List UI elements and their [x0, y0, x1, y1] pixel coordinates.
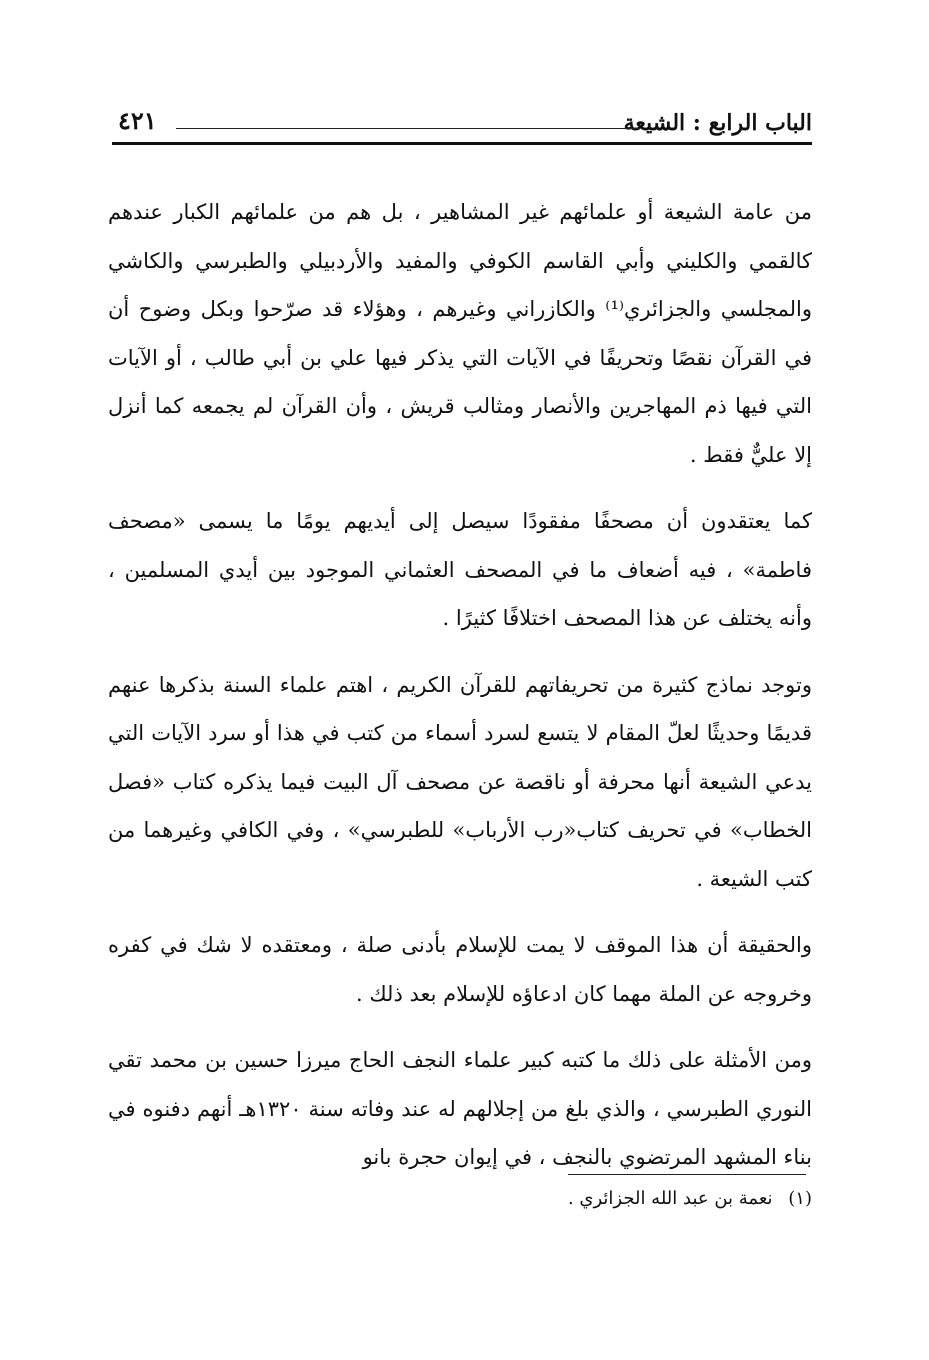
header-rule — [176, 128, 640, 129]
paragraph: من عامة الشيعة أو علمائهم غير المشاهير ، بل هم من علمائهم الكبار عندهم كالقمي والكليني وأبي القاسم الكوفي والمفيد والأردبيلي والطبرسي والكاشي والمجلسي والجزائري⁽¹⁾ والكازراني وغيرهم ، وهؤلاء قد صرّحوا وبكل وضوح أن في القرآن نقصًا وتحريفًا في الآيات التي يذكر فيها علي بن أبي طالب ، أو الآيات التي فيها ذم المهاجرين والأنصار ومثالب قريش ، وأن القرآن لم يجمعه كما أنزل إلا عليٌّ فقط . — [108, 200, 813, 467]
running-header — [112, 96, 812, 148]
paragraph: ومن الأمثلة على ذلك ما كتبه كبير علماء النجف الحاج ميرزا حسين بن محمد تقي النوري الطبرسي ، والذي بلغ من إجلالهم له عند وفاته سنة ١٣٢٠هـ أنهم دفنوه في بناء المشهد المرتضوي بالنجف ، في إيوان حجرة بانو — [108, 1048, 812, 1169]
header-divider — [112, 142, 812, 145]
footnote-marker: (١) — [788, 1188, 812, 1209]
paragraph: وتوجد نماذج كثيرة من تحريفاتهم للقرآن الكريم ، اهتم علماء السنة بذكرها عنهم قديمًا وحديثًا لعلّ المقام لا يتسع لسرد أسماء من كتب في هذا أو سرد الآيات التي يدعي الشيعة أنها محرفة أو ناقصة عن مصحف آل البيت فيما يذكره كتاب «فصل الخطاب» في تحريف كتاب«رب الأرباب» للطبرسي» ، وفي الكافي وغيرهما من كتب الشيعة . — [108, 672, 812, 891]
paragraph: كما يعتقدون أن مصحفًا مفقودًا سيصل إلى أيديهم يومًا ما يسمى «مصحف فاطمة» ، فيه أضعاف ما في المصحف العثماني الموجود بين أيدي المسلمين ، وأنه يختلف عن هذا المصحف اختلافًا كثيرًا . — [108, 509, 812, 630]
paragraph: والحقيقة أن هذا الموقف لا يمت للإسلام بأدنى صلة ، ومعتقده لا شك في كفره وخروجه عن الملة مهما كان ادعاؤه للإسلام بعد ذلك . — [108, 933, 812, 1006]
page-number: ٤٢١ — [118, 106, 157, 135]
chapter-title: الباب الرابع : الشيعة — [623, 110, 812, 136]
footnote-separator — [568, 1174, 806, 1175]
footnote-text: نعمة بن عبد الله الجزائري . — [567, 1188, 773, 1209]
footnote — [568, 1188, 812, 1209]
main-text — [108, 188, 812, 1200]
